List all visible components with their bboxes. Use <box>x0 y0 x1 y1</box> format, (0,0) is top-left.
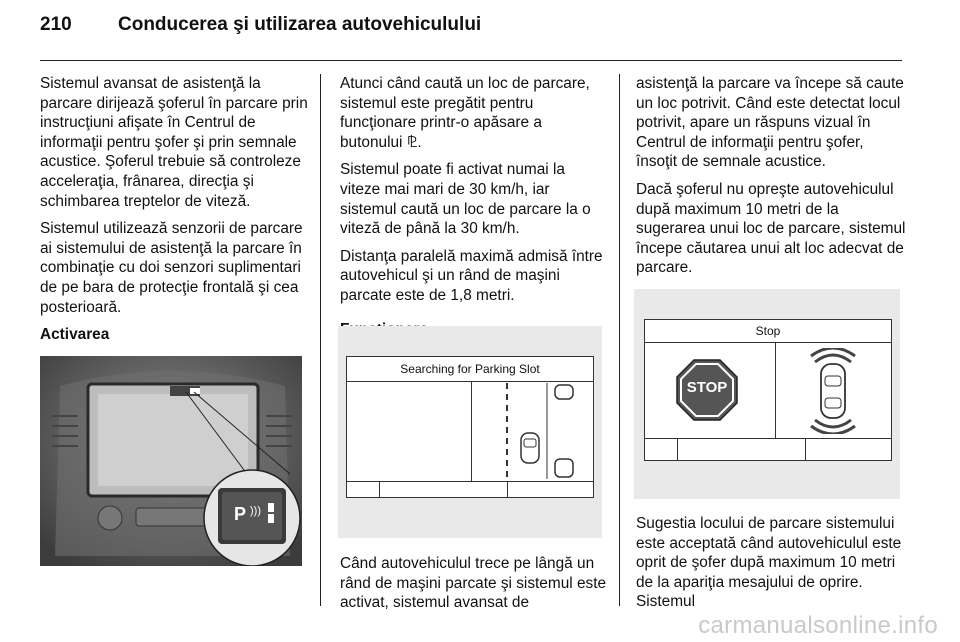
car-icon-top <box>268 503 274 512</box>
paragraph: Când autovehiculul trece pe lângă un rând de maşini parcate şi sistemul este activat, sistemul avansat de <box>340 555 607 612</box>
parking-assist-button-label: P <box>234 504 247 524</box>
page-number: 210 <box>40 14 72 35</box>
paragraph: Dacă şoferul nu opreşte autovehiculul după maximum 10 metri de la sugerarea unui loc de parcare, sistemul începe căutarea unui alt loc adecvat de parcare. <box>636 180 906 277</box>
dashboard-drawing <box>40 356 302 566</box>
screen-footer-line <box>347 481 593 482</box>
screen-title: Stop <box>645 320 891 343</box>
stop-screen-figure <box>634 289 900 499</box>
paragraph: asistenţă la parcare va începe să caute un loc potrivit. Când este detectat locul potrivit, apare un răspuns vizual în Centrul de informaţii pentru şofer, însoţit de semnale acustice. <box>636 75 904 171</box>
paragraph: Sugestia locului de parcare sistemului este acceptată când autovehiculul este oprit de şofer după maximum 10 metri de la apariţia mesajului de oprire. Sistemul <box>636 515 902 611</box>
driver-info-display <box>346 356 594 498</box>
page-header <box>40 14 481 36</box>
stop-sign-text: STOP <box>686 379 728 396</box>
screen-footer-divider <box>507 481 508 497</box>
driver-info-display <box>644 319 892 461</box>
paragraph: Sistemul utilizează senzorii de parcare ai sistemului de asistenţă la parcare în combinaţie cu doi senzori suplimentari de pe bara de protecţie frontală şi cea posterioară. <box>40 220 303 316</box>
sound-waves-icon: ))) <box>250 505 261 517</box>
searching-screen-figure <box>338 326 602 538</box>
column-3 <box>636 74 906 286</box>
column-3-continued <box>636 514 908 620</box>
car-sensor-graphic <box>795 348 871 434</box>
column-2 <box>340 74 608 353</box>
screen-title: Searching for Parking Slot <box>347 357 593 382</box>
column-divider-1 <box>320 74 321 606</box>
column-2-continued <box>340 554 610 621</box>
paragraph: Distanţa paralelă maximă admisă între autovehicul şi un rând de maşini parcate este de 1,8 metri. <box>340 247 603 304</box>
section-heading-activation: Activarea <box>40 326 110 344</box>
paragraph: Sistemul poate fi activat numai la viteze mai mari de 30 km/h, iar sistemul caută un loc de parcare la o viteză de până la 30 km/h. <box>340 161 591 238</box>
page-title: Conducerea şi utilizarea autovehiculului <box>118 14 482 35</box>
paragraph: Sistemul avansat de asistenţă la parcare dirijează şoferul în parcare prin instrucţiuni afişate în Centrul de informaţii pentru şofer şi prin semnale acustice. Şoferul trebuie să controleze acceleraţia, frânarea, direcţia şi schimbarea treptelor de viteză. <box>40 75 308 210</box>
screen-footer-divider <box>677 438 678 460</box>
car-icon-bottom <box>268 514 274 523</box>
dashboard-illustration <box>40 356 302 566</box>
header-rule <box>40 60 902 61</box>
screen-footer-divider <box>379 481 380 497</box>
parking-slot-graphic <box>471 381 593 481</box>
screen-footer-divider <box>805 438 806 460</box>
column-divider-2 <box>619 74 620 606</box>
watermark: carmanualsonline.info <box>698 612 938 639</box>
paragraph: Atunci când caută un loc de parcare, sistemul este pregătit pentru funcţionare printr-o apăsare a butonului ⅊. <box>340 75 590 151</box>
screen-footer-line <box>645 438 891 439</box>
column-1 <box>40 74 308 359</box>
screen-panel-divider <box>775 342 776 438</box>
